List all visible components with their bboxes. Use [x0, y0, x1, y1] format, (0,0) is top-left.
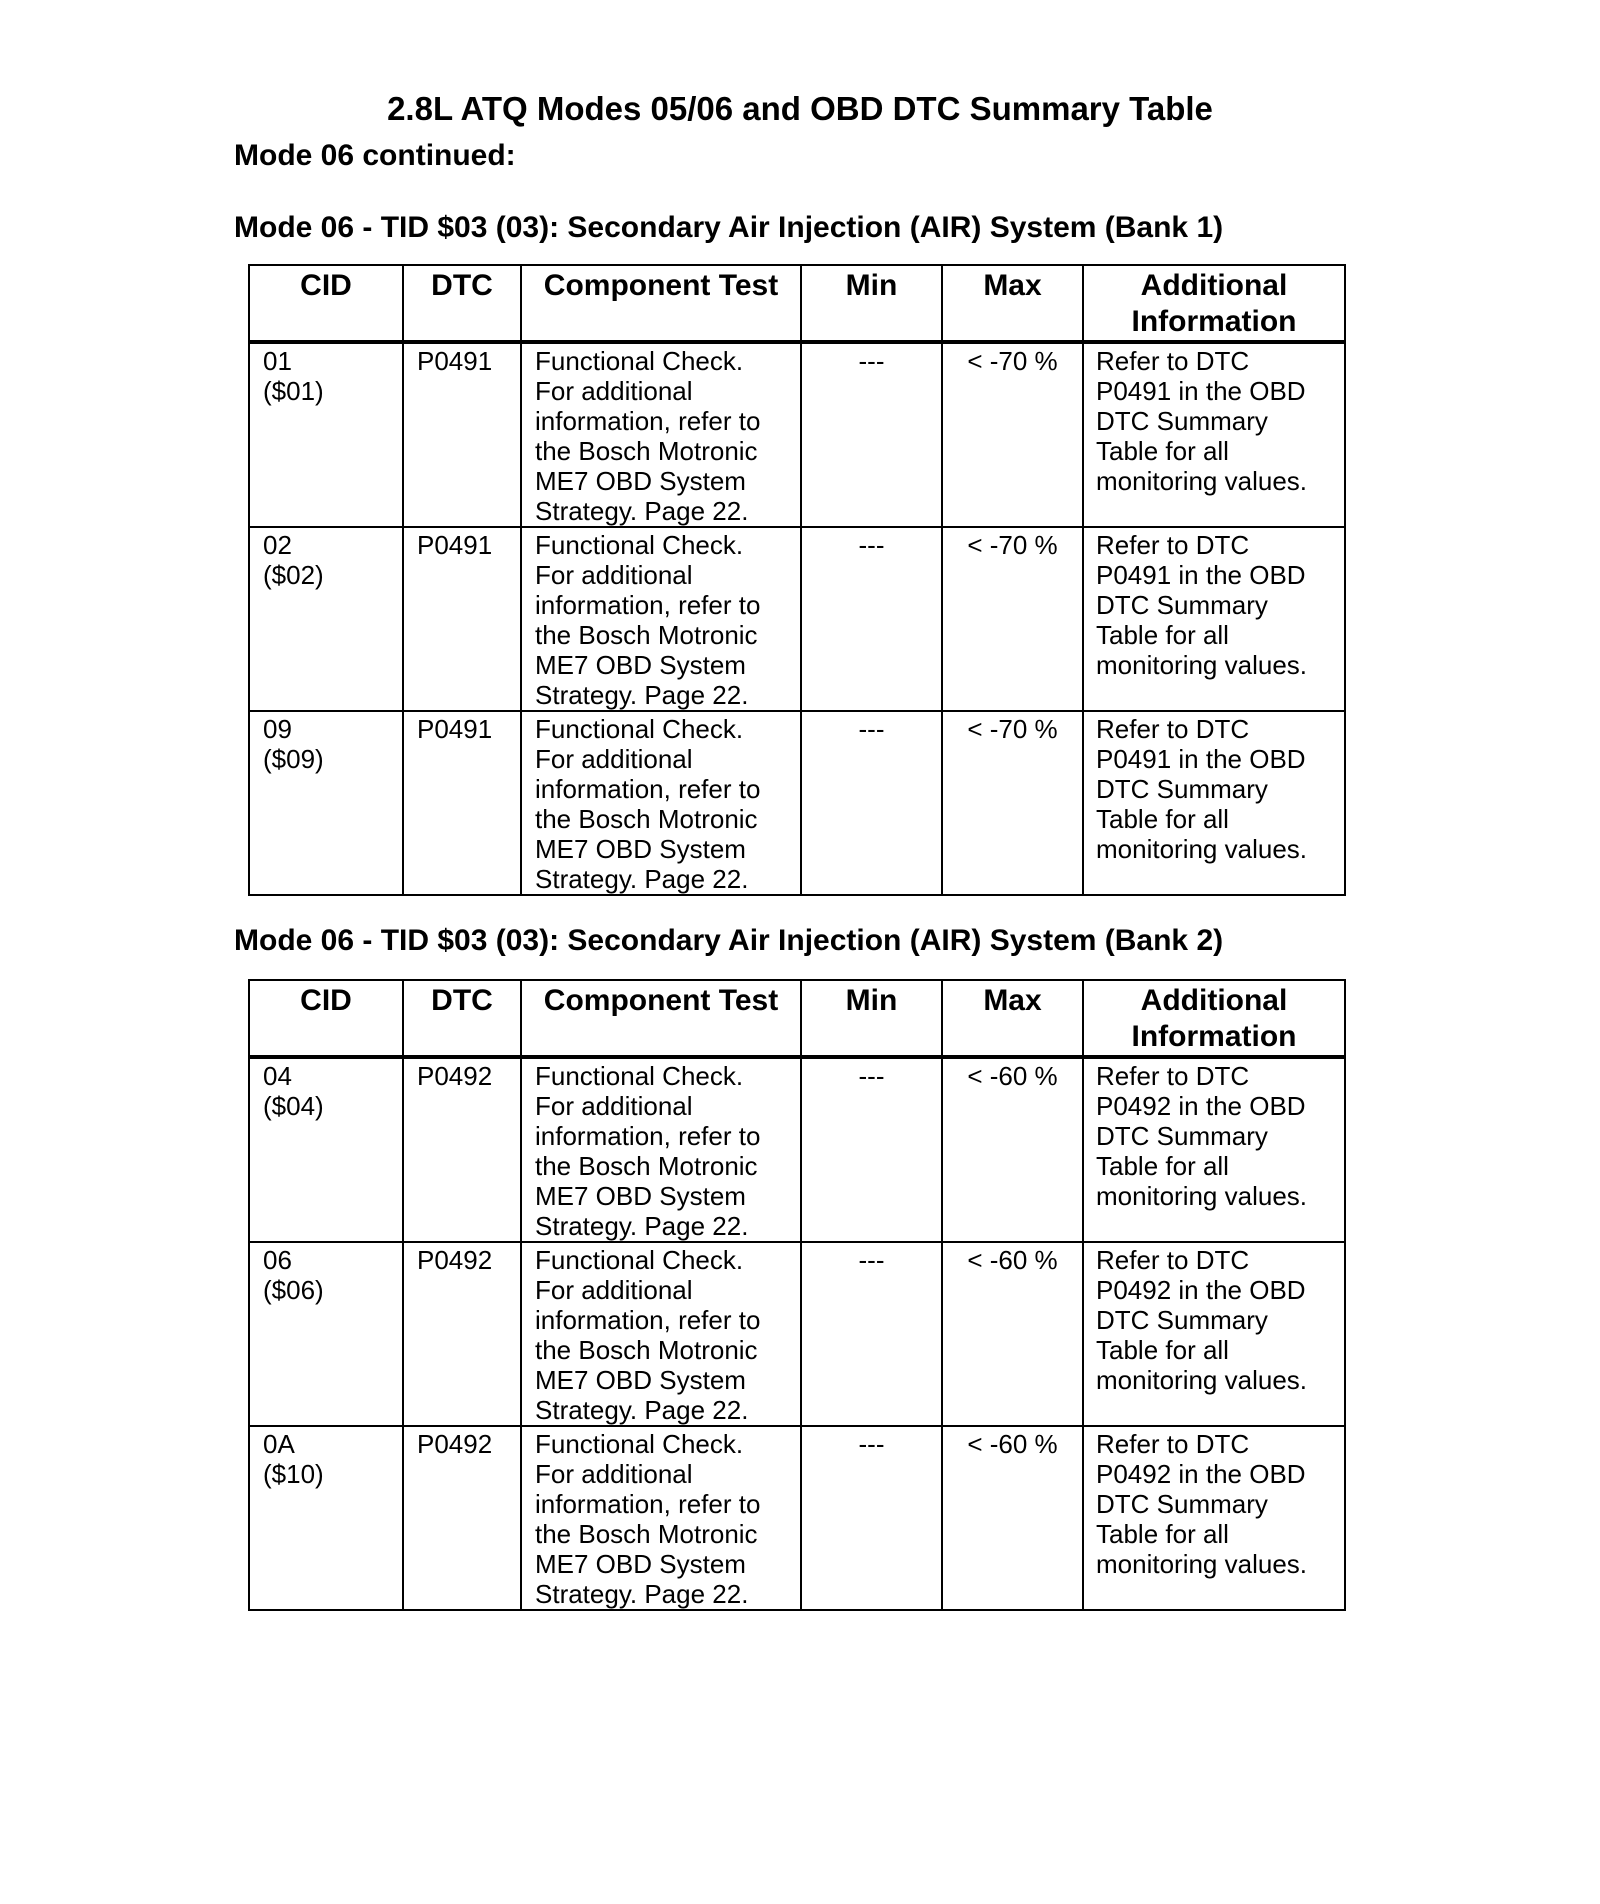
dtc-table-bank-1 [248, 264, 1346, 896]
table-row [249, 1426, 1345, 1610]
info-line: monitoring values. [1096, 650, 1307, 680]
test-line: ME7 OBD System [535, 834, 746, 864]
test-line: Strategy. Page 22. [535, 496, 749, 526]
cid-hex-value: ($06) [263, 1275, 324, 1305]
test-line: Functional Check. [535, 1061, 744, 1091]
info-line: Table for all [1096, 1335, 1229, 1365]
info-line: Refer to DTC [1096, 1061, 1250, 1091]
min-cell: --- [801, 711, 942, 895]
info-line: DTC Summary [1096, 1121, 1268, 1151]
table-row [249, 342, 1345, 527]
min-cell: --- [801, 1242, 942, 1426]
info-line: monitoring values. [1096, 466, 1307, 496]
test-line: For additional [535, 744, 693, 774]
test-line: For additional [535, 1275, 693, 1305]
cid-value: 04 [263, 1061, 292, 1091]
cid-hex-value: ($10) [263, 1459, 324, 1489]
test-line: Functional Check. [535, 1429, 744, 1459]
cid-hex-value: ($04) [263, 1091, 324, 1121]
test-line: Strategy. Page 22. [535, 864, 749, 894]
info-line: P0491 in the OBD [1096, 376, 1306, 406]
column-header-min: Min [801, 980, 942, 1057]
cid-value: 09 [263, 714, 292, 744]
test-line: the Bosch Motronic [535, 436, 758, 466]
info-line: P0491 in the OBD [1096, 744, 1306, 774]
info-line: P0492 in the OBD [1096, 1459, 1306, 1489]
dtc-cell: P0492 [403, 1057, 521, 1242]
test-line: the Bosch Motronic [535, 804, 758, 834]
test-line: ME7 OBD System [535, 1549, 746, 1579]
test-line: information, refer to [535, 774, 761, 804]
test-line: information, refer to [535, 406, 761, 436]
additional-info-cell [1083, 342, 1345, 527]
column-header-max: Max [942, 980, 1083, 1057]
component-test-cell [521, 711, 801, 895]
table-row [249, 527, 1345, 711]
info-line: monitoring values. [1096, 1549, 1307, 1579]
test-line: the Bosch Motronic [535, 1335, 758, 1365]
cid-hex-value: ($02) [263, 560, 324, 590]
table-row [249, 1057, 1345, 1242]
dtc-table-bank-2 [248, 979, 1346, 1611]
info-line: Table for all [1096, 436, 1229, 466]
component-test-cell [521, 1426, 801, 1610]
additional-info-cell [1083, 711, 1345, 895]
test-line: ME7 OBD System [535, 650, 746, 680]
column-header-component-test: Component Test [521, 265, 801, 342]
info-line: DTC Summary [1096, 774, 1268, 804]
test-line: Strategy. Page 22. [535, 680, 749, 710]
info-line: Refer to DTC [1096, 530, 1250, 560]
dtc-cell: P0491 [403, 711, 521, 895]
max-cell: < -70 % [942, 711, 1083, 895]
dtc-cell: P0491 [403, 342, 521, 527]
test-line: ME7 OBD System [535, 1181, 746, 1211]
test-line: Functional Check. [535, 714, 744, 744]
cid-value: 0A [263, 1429, 295, 1459]
column-header-additional-information [1083, 980, 1345, 1057]
info-line: monitoring values. [1096, 1181, 1307, 1211]
min-cell: --- [801, 527, 942, 711]
cid-cell [249, 342, 403, 527]
cid-cell [249, 1057, 403, 1242]
info-line: P0492 in the OBD [1096, 1275, 1306, 1305]
test-line: For additional [535, 376, 693, 406]
table-row [249, 1242, 1345, 1426]
max-cell: < -70 % [942, 527, 1083, 711]
test-line: the Bosch Motronic [535, 620, 758, 650]
component-test-cell [521, 527, 801, 711]
test-line: Functional Check. [535, 1245, 744, 1275]
info-line: monitoring values. [1096, 834, 1307, 864]
cid-value: 01 [263, 346, 292, 376]
cid-cell [249, 711, 403, 895]
cid-cell [249, 1242, 403, 1426]
test-line: information, refer to [535, 1305, 761, 1335]
column-header-dtc: DTC [403, 265, 521, 342]
test-line: For additional [535, 1091, 693, 1121]
dtc-cell: P0491 [403, 527, 521, 711]
info-line: Table for all [1096, 1519, 1229, 1549]
header-word: Information [1131, 305, 1297, 338]
dtc-cell: P0492 [403, 1242, 521, 1426]
cid-value: 02 [263, 530, 292, 560]
component-test-cell [521, 342, 801, 527]
test-line: information, refer to [535, 1489, 761, 1519]
additional-info-cell [1083, 527, 1345, 711]
info-line: Refer to DTC [1096, 1429, 1250, 1459]
cid-hex-value: ($01) [263, 376, 324, 406]
info-line: Table for all [1096, 620, 1229, 650]
info-line: Refer to DTC [1096, 346, 1250, 376]
column-header-min: Min [801, 265, 942, 342]
test-line: the Bosch Motronic [535, 1519, 758, 1549]
section-heading-bank-1: Mode 06 - TID $03 (03): Secondary Air Injection (AIR) System (Bank 1) [234, 211, 1224, 244]
test-line: ME7 OBD System [535, 1365, 746, 1395]
document-title: 2.8L ATQ Modes 05/06 and OBD DTC Summary Table [387, 90, 1213, 127]
info-line: Refer to DTC [1096, 714, 1250, 744]
additional-info-cell [1083, 1057, 1345, 1242]
additional-info-cell [1083, 1426, 1345, 1610]
max-cell: < -60 % [942, 1426, 1083, 1610]
cid-value: 06 [263, 1245, 292, 1275]
header-word: Additional [1140, 984, 1288, 1017]
additional-info-cell [1083, 1242, 1345, 1426]
info-line: DTC Summary [1096, 406, 1268, 436]
component-test-cell [521, 1057, 801, 1242]
column-header-cid: CID [249, 265, 403, 342]
max-cell: < -60 % [942, 1057, 1083, 1242]
cid-cell [249, 527, 403, 711]
max-cell: < -70 % [942, 342, 1083, 527]
max-cell: < -60 % [942, 1242, 1083, 1426]
info-line: Refer to DTC [1096, 1245, 1250, 1275]
test-line: For additional [535, 560, 693, 590]
test-line: information, refer to [535, 590, 761, 620]
test-line: information, refer to [535, 1121, 761, 1151]
test-line: Strategy. Page 22. [535, 1579, 749, 1609]
test-line: Functional Check. [535, 346, 744, 376]
dtc-cell: P0492 [403, 1426, 521, 1610]
header-word: Additional [1140, 269, 1288, 302]
section-heading-bank-2: Mode 06 - TID $03 (03): Secondary Air Injection (AIR) System (Bank 2) [234, 924, 1224, 957]
component-test-cell [521, 1242, 801, 1426]
min-cell: --- [801, 342, 942, 527]
header-word: Information [1131, 1020, 1297, 1053]
info-line: P0491 in the OBD [1096, 560, 1306, 590]
min-cell: --- [801, 1057, 942, 1242]
test-line: the Bosch Motronic [535, 1151, 758, 1181]
table-header-row [249, 980, 1345, 1057]
table-row [249, 711, 1345, 895]
info-line: P0492 in the OBD [1096, 1091, 1306, 1121]
info-line: Table for all [1096, 1151, 1229, 1181]
info-line: DTC Summary [1096, 590, 1268, 620]
mode-continued-label: Mode 06 continued: [234, 139, 516, 172]
cid-cell [249, 1426, 403, 1610]
test-line: Functional Check. [535, 530, 744, 560]
test-line: Strategy. Page 22. [535, 1395, 749, 1425]
min-cell: --- [801, 1426, 942, 1610]
test-line: ME7 OBD System [535, 466, 746, 496]
column-header-max: Max [942, 265, 1083, 342]
column-header-cid: CID [249, 980, 403, 1057]
test-line: Strategy. Page 22. [535, 1211, 749, 1241]
test-line: For additional [535, 1459, 693, 1489]
column-header-dtc: DTC [403, 980, 521, 1057]
info-line: monitoring values. [1096, 1365, 1307, 1395]
table-header-row [249, 265, 1345, 342]
column-header-additional-information [1083, 265, 1345, 342]
cid-hex-value: ($09) [263, 744, 324, 774]
column-header-component-test: Component Test [521, 980, 801, 1057]
info-line: Table for all [1096, 804, 1229, 834]
info-line: DTC Summary [1096, 1305, 1268, 1335]
info-line: DTC Summary [1096, 1489, 1268, 1519]
